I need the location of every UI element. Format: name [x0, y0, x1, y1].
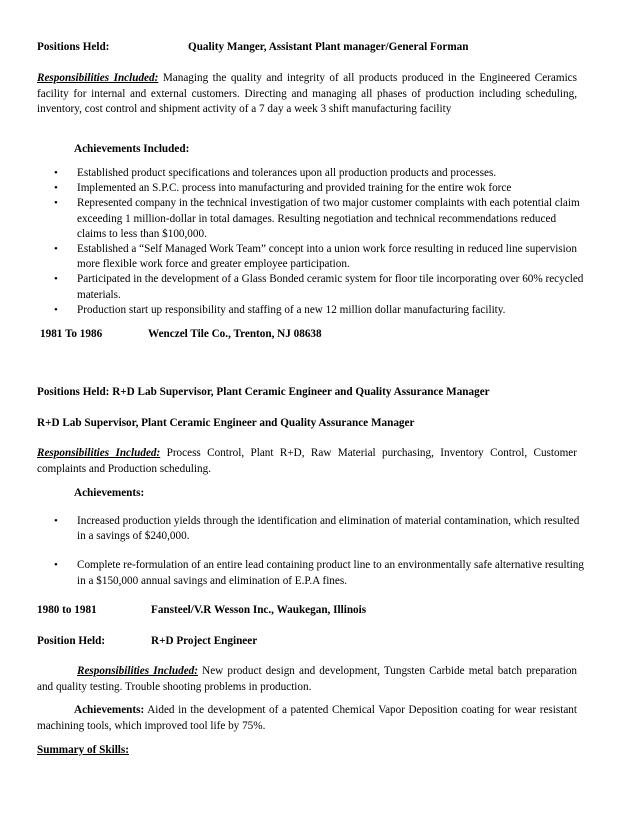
achievements-text: Aided in the development of a patented Chemical Vapor Deposition coating for wear resistant machining tools, which improved tool life by 75%. — [37, 704, 577, 732]
positions-held-row — [37, 40, 469, 55]
achievements-list-2 — [48, 514, 588, 589]
achievements-heading-2: Achievements: — [74, 487, 145, 499]
position-held-value: R+D Project Engineer — [151, 635, 258, 647]
responsibilities-label: Responsibilities Included: — [77, 665, 198, 677]
list-item: • Production start up responsibility and staffing of a new 12 million dollar manufacturing facility. — [48, 303, 588, 318]
list-item: • Complete re-formulation of an entire lead containing product line to an environmentally safe alternative resulting in a $150,000 annual savings and elimination of E.P.A fines. — [48, 558, 588, 588]
responsibilities-paragraph-1 — [37, 71, 577, 118]
achievements-paragraph-3 — [37, 703, 577, 734]
job-employer: Fansteel/V.R Wesson Inc., Waukegan, Illinois — [151, 604, 367, 616]
achievements-heading-1: Achievements Included: — [74, 143, 190, 155]
list-item: • Established a “Self Managed Work Team” concept into a union work force resulting in reduced line supervision more flexible work force and greater employee participation. — [48, 242, 588, 272]
job-dates-row — [40, 327, 322, 342]
positions-held-label: Positions Held: — [37, 41, 110, 53]
list-item: • Participated in the development of a Glass Bonded ceramic system for floor tile incorporating over 60% recycled materials. — [48, 272, 588, 302]
positions-held-value: Quality Manger, Assistant Plant manager/General Forman — [188, 41, 469, 53]
list-item: • Represented company in the technical investigation of two major customer complaints with each potential claim exceeding 1 million-dollar in total damages. Resulting negotiation and technical recommendations reduced claims to less than $100,000. — [48, 196, 588, 242]
responsibilities-label: Responsibilities Included: — [37, 72, 159, 84]
list-item: • Established product specifications and tolerances upon all production products and processes. — [48, 166, 588, 181]
job-dates: 1981 To 1986 — [40, 328, 103, 340]
responsibilities-paragraph-2 — [37, 446, 577, 477]
list-item: • Implemented an S.P.C. process into manufacturing and provided training for the entire wok force — [48, 181, 588, 196]
responsibilities-text: Managing the quality and integrity of all products produced in the Engineered Ceramics facility for internal and external customers. Directing and managing all phases of production including scheduling, inventory, cost control and shipment activity of a 7 day a week 3 shift manufacturing facility — [37, 72, 577, 115]
responsibilities-text: New product design and development, Tungsten Carbide metal batch preparation and quality testing. Trouble shooting problems in production. — [37, 665, 578, 693]
position-held-label: Position Held: — [37, 635, 106, 647]
achievements-label: Achievements: — [74, 704, 145, 716]
job-dates-row — [37, 603, 367, 618]
position-held-row — [37, 634, 258, 649]
positions-held-full: Positions Held: R+D Lab Supervisor, Plant Ceramic Engineer and Quality Assurance Manager — [37, 386, 490, 398]
summary-of-skills-heading: Summary of Skills: — [37, 744, 129, 756]
job-dates: 1980 to 1981 — [37, 604, 97, 616]
responsibilities-text: Process Control, Plant R+D, Raw Material purchasing, Inventory Control, Customer complaints and Production scheduling. — [37, 447, 578, 475]
responsibilities-paragraph-3 — [37, 664, 577, 695]
job-title: R+D Lab Supervisor, Plant Ceramic Engineer and Quality Assurance Manager — [37, 417, 415, 429]
achievements-list-1 — [48, 166, 588, 318]
job-employer: Wenczel Tile Co., Trenton, NJ 08638 — [148, 328, 322, 340]
list-item: • Increased production yields through the identification and elimination of material contamination, which resulted in a savings of $240,000. — [48, 514, 588, 544]
responsibilities-label: Responsibilities Included: — [37, 447, 161, 459]
